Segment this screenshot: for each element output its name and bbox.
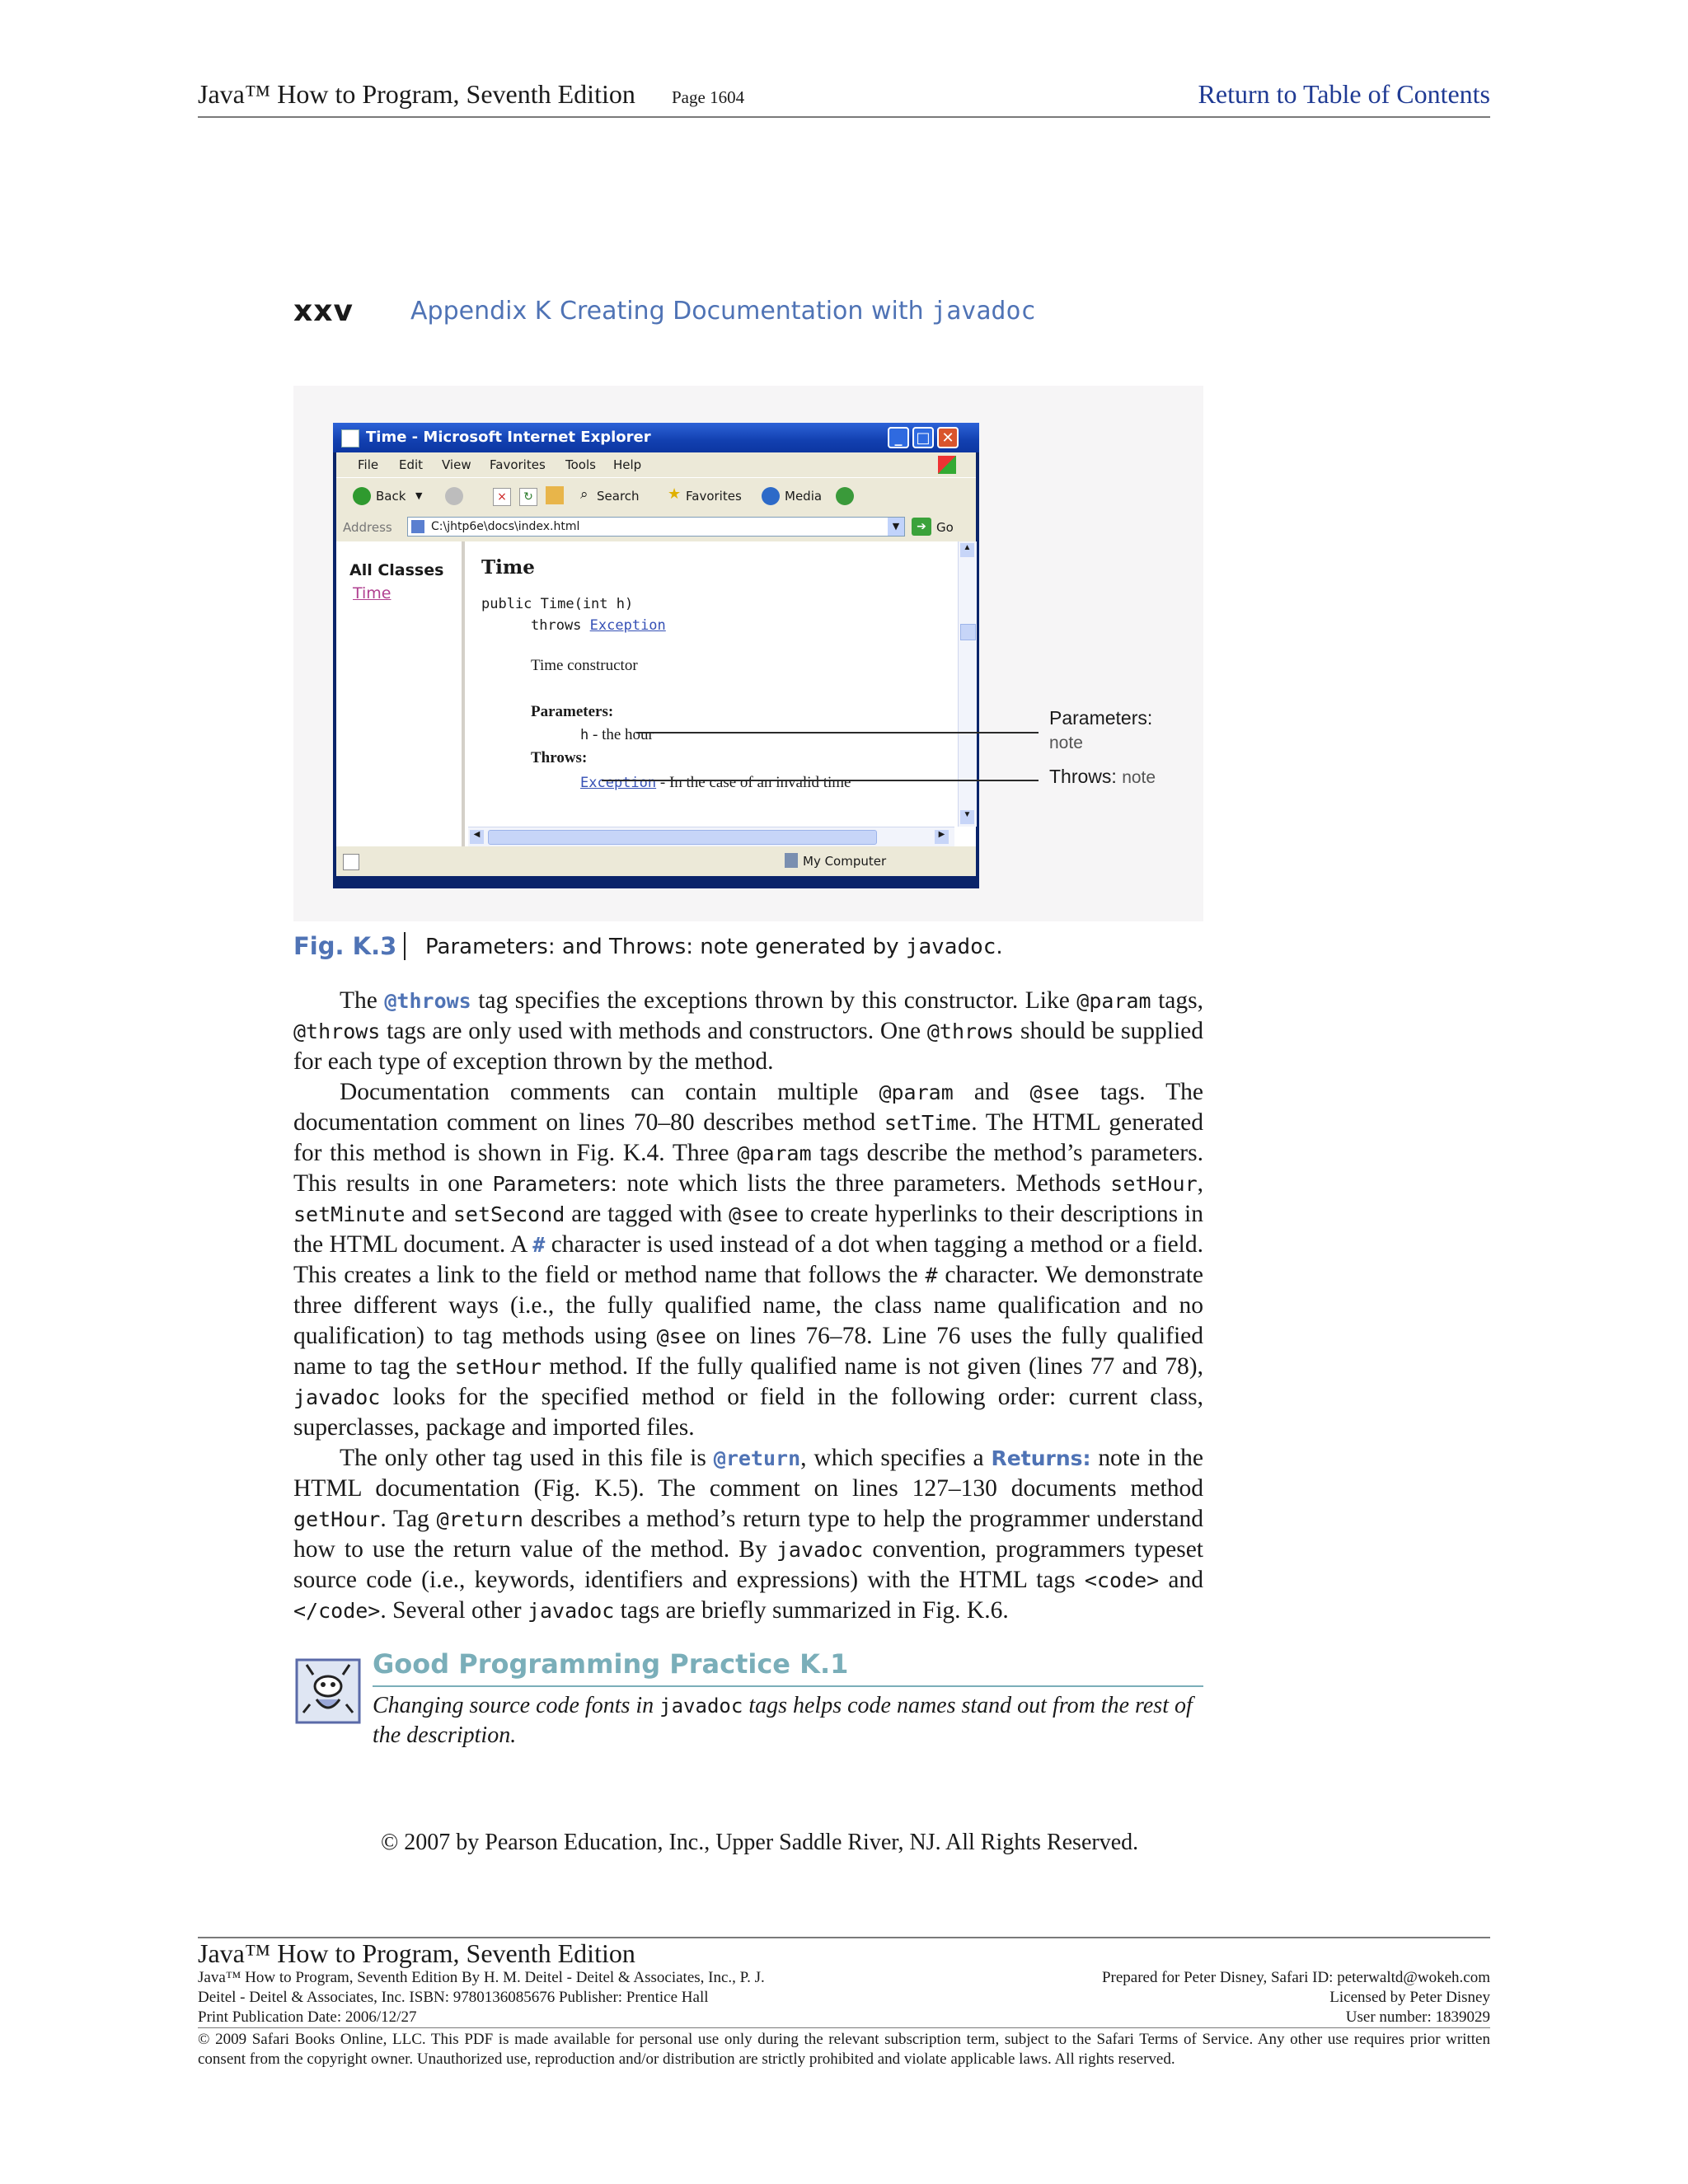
code: javadoc — [527, 1599, 615, 1623]
code: setTime — [884, 1111, 972, 1135]
throws-clause — [531, 617, 666, 634]
throws-callout-label: Throws: — [1049, 766, 1117, 787]
time-class-link[interactable]: Time — [353, 584, 392, 602]
footer-legal-text: © 2009 Safari Books Online, LLC. This PDF is made available for personal use only during the relevant subscription term, subject to the Safari Terms of Service. Any other use requires prior written consent from the copyright owner. Unauthorized use, reproduction and/or distribution are strictly prohibited and violate applicable laws. All rights reserved. — [198, 2031, 1490, 2068]
text: tags. The documentation comment on lines 70–80 describes method — [293, 1079, 1203, 1136]
code: javadoc — [659, 1694, 743, 1718]
code: setHour — [1110, 1172, 1198, 1196]
text: character. We demonstrate three different ways (i.e., the fully qualified name, the class name qualification and no qualification) to tag methods using — [293, 1262, 1203, 1349]
my-computer-icon — [785, 853, 798, 868]
address-label: Address — [343, 520, 392, 535]
code: # — [532, 1233, 546, 1257]
text: and — [1159, 1567, 1204, 1593]
text: tags describe the method’s parameters. This results in one — [293, 1140, 1203, 1197]
code: javadoc — [293, 1385, 381, 1409]
header-page-label: Page 1604 — [672, 87, 745, 107]
menu-bar — [336, 452, 976, 477]
class-list-frame — [336, 541, 465, 846]
footer-book-title: Java™ How to Program, Seventh Edition — [198, 1938, 635, 1968]
running-head-appendix: Appendix K — [410, 297, 551, 326]
menu-view[interactable]: View — [442, 457, 471, 472]
history-icon[interactable] — [836, 487, 854, 505]
throws-item — [580, 774, 851, 792]
tip-title: Good Programming Practice K.1 — [373, 1648, 849, 1680]
footer-prepared-for: Prepared for Peter Disney, Safari ID: peterwaltd@wokeh.com — [1101, 1969, 1490, 1986]
tip-text — [373, 1691, 1203, 1750]
paragraph-1 — [293, 986, 1203, 1077]
text: . Tag — [380, 1506, 437, 1532]
horizontal-scrollbar[interactable] — [468, 827, 954, 847]
exception-link[interactable]: Exception — [589, 617, 666, 634]
text: tag specifies the exceptions thrown by this constructor. Like — [471, 987, 1077, 1014]
text: convention, programmers typeset source code (i.e., keywords, identifiers and expressions) with the HTML tags — [293, 1536, 1203, 1593]
caption-end: . — [996, 935, 1003, 959]
body-text — [293, 986, 1203, 1626]
bug-mascot-icon — [295, 1658, 361, 1724]
search-button[interactable]: Search — [597, 489, 640, 504]
code: # — [925, 1263, 938, 1287]
text: , — [1197, 1170, 1203, 1197]
address-value: C:\jhtp6e\docs\index.html — [431, 520, 580, 533]
text: Documentation comments can contain multiple — [340, 1079, 879, 1105]
forward-icon[interactable] — [445, 487, 463, 505]
code: @throws — [926, 1019, 1015, 1043]
scroll-right-icon[interactable]: ▶ — [935, 830, 949, 844]
throws-callout — [1049, 766, 1156, 788]
menu-tools[interactable]: Tools — [565, 457, 596, 472]
parameters-callout-note: note — [1049, 733, 1083, 752]
text: note in the HTML documentation (Fig. K.5). The comment on lines 127–130 documents method — [293, 1445, 1203, 1502]
browser-content — [336, 541, 976, 846]
caption-throws-label: Throws: — [609, 935, 693, 959]
caption-middle: note generated by — [693, 935, 906, 959]
status-zone: My Computer — [803, 854, 887, 869]
code: @return — [436, 1507, 523, 1531]
code: @return — [713, 1446, 801, 1470]
address-dropdown-icon[interactable]: ▼ — [888, 518, 904, 536]
text: The only other tag used in this file is — [340, 1445, 714, 1471]
parameter-item — [580, 726, 654, 744]
header-divider — [198, 116, 1490, 118]
text: , which specifies a — [800, 1445, 992, 1471]
paragraph-2 — [293, 1077, 1203, 1443]
go-arrow-icon[interactable]: ➔ — [912, 518, 931, 536]
throws-callout-line — [602, 780, 1039, 781]
minimize-button[interactable]: _ — [888, 427, 909, 448]
parameters-heading: Parameters: — [531, 703, 614, 720]
windows-logo-icon — [938, 456, 956, 474]
favorites-button[interactable]: Favorites — [686, 489, 742, 504]
footer-authors: Java™ How to Program, Seventh Edition By H. M. Deitel - Deitel & Associates, Inc., P. J. — [198, 1969, 765, 1986]
constructor-description: Time constructor — [531, 657, 638, 674]
code: </code> — [293, 1599, 381, 1623]
label: Parameters: — [492, 1172, 617, 1196]
code: @see — [729, 1202, 779, 1226]
copyright-notice: © 2007 by Pearson Education, Inc., Upper Saddle River, NJ. All Rights Reserved. — [381, 1830, 1139, 1855]
browser-window — [333, 423, 979, 888]
menu-file[interactable]: File — [358, 457, 379, 472]
text: to create hyperlinks to their descriptions in the HTML document. A — [293, 1201, 1204, 1258]
scroll-down-icon[interactable]: ▼ — [960, 810, 974, 824]
running-head-title — [560, 297, 1036, 326]
code: getHour — [293, 1507, 381, 1531]
text: tags are briefly summarized in Fig. K.6. — [614, 1597, 1009, 1624]
text: . The HTML generated for this method is shown in Fig. K.4. Three — [293, 1109, 1203, 1166]
stop-icon[interactable]: × — [493, 488, 511, 506]
text: method. If the fully qualified name is not given (lines 77 and 78), — [542, 1353, 1203, 1380]
text: and — [953, 1079, 1030, 1105]
throws-description: - In the case of an invalid time — [656, 774, 851, 791]
text: should be supplied for each type of exception thrown by the method. — [293, 1018, 1204, 1075]
caption-and: and — [555, 935, 610, 959]
favorites-star-icon: ★ — [668, 485, 682, 503]
address-bar — [336, 513, 976, 541]
code: @throws — [293, 1019, 381, 1043]
vertical-scroll-thumb[interactable] — [960, 624, 976, 640]
code: @see — [1029, 1080, 1080, 1104]
running-head-title-text: Creating Documentation with — [560, 297, 932, 326]
text: looks for the specified method or field in the following order: current class, superclasses, package and imported files. — [293, 1384, 1203, 1441]
all-classes-heading: All Classes — [349, 561, 444, 579]
ie-page-icon — [341, 429, 359, 448]
code: @param — [737, 1141, 812, 1165]
paragraph-3 — [293, 1443, 1203, 1626]
status-bar — [336, 846, 976, 876]
maximize-button[interactable]: □ — [912, 427, 934, 448]
close-button[interactable]: ✕ — [937, 427, 959, 448]
caption-code: javadoc — [905, 935, 996, 959]
back-dropdown-icon[interactable]: ▼ — [415, 490, 423, 501]
param-name: h — [580, 727, 589, 743]
label: Returns: — [991, 1446, 1091, 1470]
param-description: - the hour — [588, 726, 654, 743]
code: @param — [1076, 989, 1151, 1013]
toolbar — [336, 477, 976, 515]
refresh-icon[interactable]: ↻ — [519, 488, 537, 506]
code: setHour — [454, 1355, 542, 1379]
text: tags are only used with methods and constructors. One — [380, 1018, 927, 1044]
back-icon — [353, 487, 371, 505]
text: are tagged with — [565, 1201, 729, 1227]
code: <code> — [1084, 1568, 1160, 1592]
text: . Several other — [380, 1597, 528, 1624]
toc-link[interactable]: Return to Table of Contents — [1198, 79, 1490, 109]
horizontal-scroll-thumb[interactable] — [488, 830, 877, 845]
figure-caption — [425, 935, 1003, 959]
menu-help[interactable]: Help — [613, 457, 642, 472]
parameters-callout-line — [636, 732, 1039, 733]
text: on lines 76–78. Line 76 uses the fully qualified name to tag the — [293, 1323, 1203, 1380]
throws-heading: Throws: — [531, 749, 588, 766]
code: setSecond — [452, 1202, 565, 1226]
text: tags helps code names stand out from the rest of the description. — [373, 1693, 1193, 1748]
vertical-scrollbar[interactable] — [958, 541, 977, 827]
text: The — [340, 987, 385, 1014]
text: note which lists the three parameters. Methods — [617, 1170, 1111, 1197]
code: setMinute — [293, 1202, 406, 1226]
text: character is used instead of a dot when tagging a method or a field. This creates a link to the field or method name that follows the — [293, 1231, 1203, 1288]
back-button[interactable]: Back — [376, 489, 406, 504]
code: @param — [879, 1080, 954, 1104]
caption-params-label: Parameters: — [425, 935, 556, 959]
media-icon — [762, 487, 780, 505]
code: @throws — [384, 989, 471, 1013]
menu-edit[interactable]: Edit — [399, 457, 424, 472]
search-icon: ⌕ — [580, 486, 588, 503]
address-input[interactable] — [407, 517, 905, 537]
code: @see — [656, 1324, 706, 1348]
scroll-left-icon[interactable]: ◀ — [470, 830, 484, 844]
class-name-heading: Time — [481, 556, 535, 579]
footer-isbn: Deitel - Deitel & Associates, Inc. ISBN: 9780136085676 Publisher: Prentice Hall — [198, 1989, 709, 2006]
media-button[interactable]: Media — [785, 489, 823, 504]
figure-number: Fig. K.3 — [293, 932, 397, 960]
text: and — [405, 1201, 453, 1227]
window-title: Time - Microsoft Internet Explorer — [366, 429, 651, 446]
go-button[interactable]: Go — [936, 520, 954, 535]
constructor-signature: public Time(int h) — [481, 596, 634, 612]
status-page-icon — [343, 854, 359, 870]
throws-exception-link[interactable]: Exception — [580, 775, 657, 791]
running-head-title-code: javadoc — [931, 297, 1036, 326]
text: Changing source code fonts in — [373, 1693, 660, 1718]
browser-titlebar[interactable] — [333, 423, 979, 452]
footer-legal-divider — [198, 2027, 1490, 2028]
throws-callout-note: note — [1122, 768, 1156, 787]
tip-divider — [373, 1685, 1203, 1687]
text: tags, — [1151, 987, 1203, 1014]
scroll-up-icon[interactable]: ▲ — [960, 543, 974, 557]
menu-favorites[interactable]: Favorites — [490, 457, 546, 472]
footer-user-number: User number: 1839029 — [1345, 2008, 1490, 2026]
page-icon — [411, 520, 424, 533]
caption-divider — [404, 932, 406, 960]
throws-keyword: throws — [531, 617, 590, 634]
footer-pub-date: Print Publication Date: 2006/12/27 — [198, 2008, 417, 2026]
running-head-page-number: xxv — [293, 294, 354, 328]
footer-licensed-by: Licensed by Peter Disney — [1329, 1989, 1490, 2006]
parameters-callout-label: Parameters: — [1049, 707, 1153, 729]
header-book-title: Java™ How to Program, Seventh Edition — [198, 79, 635, 109]
code: javadoc — [776, 1538, 864, 1562]
class-doc-frame — [468, 541, 954, 846]
home-icon[interactable] — [546, 486, 564, 504]
text: describes a method’s return type to help the programmer understand how to use the return value of the method. By — [293, 1506, 1203, 1563]
